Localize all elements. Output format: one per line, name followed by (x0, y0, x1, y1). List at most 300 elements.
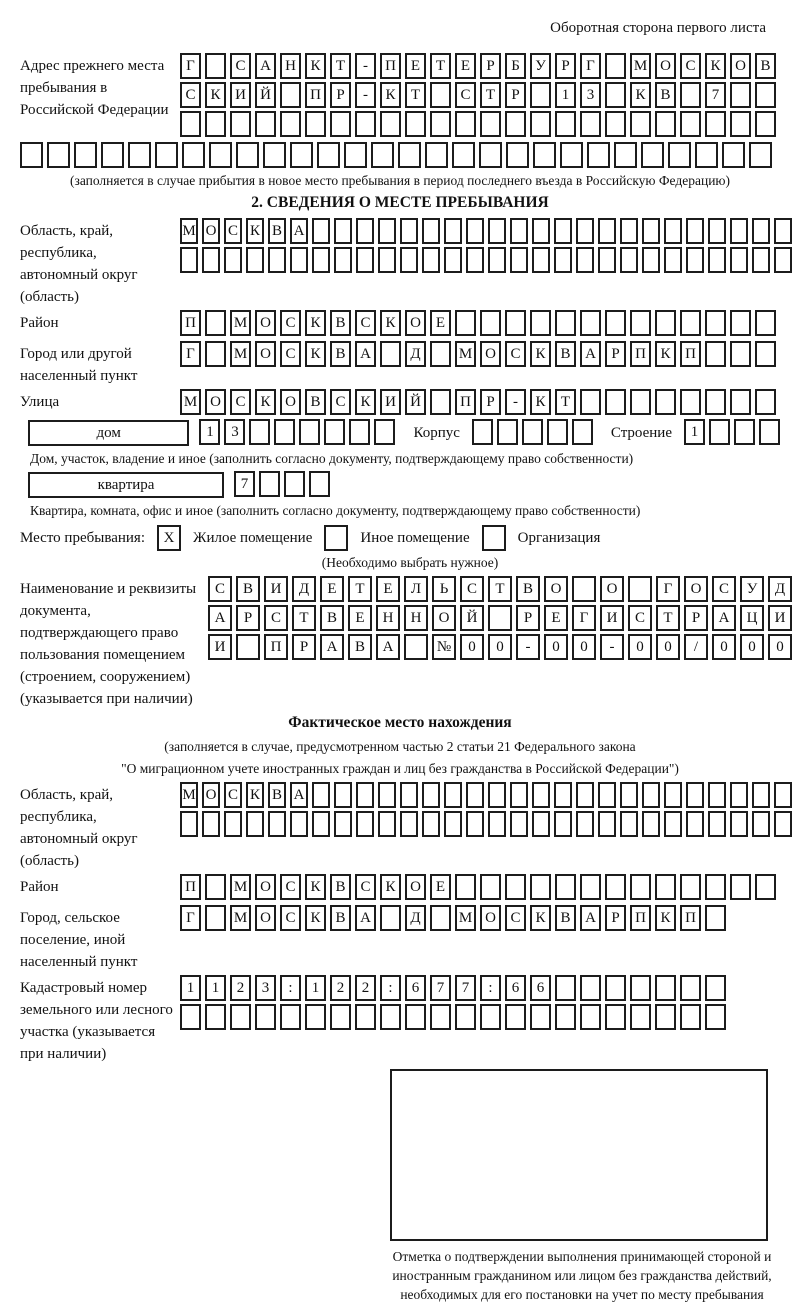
form-cell[interactable]: О (544, 576, 568, 602)
document-row-2[interactable] (208, 605, 792, 631)
form-cell[interactable] (371, 142, 394, 168)
stay-option-residential-checkbox[interactable]: X (157, 525, 181, 551)
form-cell[interactable] (224, 811, 242, 837)
form-cell[interactable] (755, 389, 776, 415)
form-cell[interactable] (695, 142, 718, 168)
form-cell[interactable] (422, 782, 440, 808)
form-cell[interactable]: В (755, 53, 776, 79)
form-cell[interactable] (334, 218, 352, 244)
form-cell[interactable]: У (740, 576, 764, 602)
form-cell[interactable]: 0 (460, 634, 484, 660)
form-cell[interactable]: О (684, 576, 708, 602)
form-cell[interactable]: М (230, 874, 251, 900)
form-cell[interactable]: 0 (656, 634, 680, 660)
form-cell[interactable] (378, 247, 396, 273)
form-cell[interactable]: Р (330, 82, 351, 108)
form-cell[interactable] (249, 419, 270, 445)
form-cell[interactable]: К (530, 905, 551, 931)
form-cell[interactable] (580, 975, 601, 1001)
form-cell[interactable] (576, 782, 594, 808)
form-cell[interactable] (630, 1004, 651, 1030)
form-cell[interactable] (444, 811, 462, 837)
form-cell[interactable]: С (224, 782, 242, 808)
form-cell[interactable]: П (630, 905, 651, 931)
form-cell[interactable] (374, 419, 395, 445)
form-cell[interactable] (680, 310, 701, 336)
form-cell[interactable]: М (230, 310, 251, 336)
form-cell[interactable] (280, 111, 301, 137)
form-cell[interactable] (680, 111, 701, 137)
form-cell[interactable] (752, 247, 770, 273)
form-cell[interactable] (620, 811, 638, 837)
form-cell[interactable]: С (230, 53, 251, 79)
form-cell[interactable]: В (236, 576, 260, 602)
form-cell[interactable] (620, 247, 638, 273)
form-cell[interactable]: Г (180, 905, 201, 931)
form-cell[interactable]: В (516, 576, 540, 602)
form-cell[interactable] (708, 218, 726, 244)
form-cell[interactable]: П (305, 82, 326, 108)
form-cell[interactable]: О (405, 874, 426, 900)
form-cell[interactable] (680, 975, 701, 1001)
form-cell[interactable] (430, 82, 451, 108)
form-cell[interactable]: Р (292, 634, 316, 660)
form-cell[interactable]: 7 (705, 82, 726, 108)
form-cell[interactable] (598, 811, 616, 837)
form-cell[interactable]: И (600, 605, 624, 631)
form-cell[interactable] (530, 874, 551, 900)
form-cell[interactable] (224, 247, 242, 273)
form-cell[interactable]: С (355, 310, 376, 336)
form-cell[interactable]: А (290, 218, 308, 244)
form-cell[interactable] (488, 218, 506, 244)
form-cell[interactable] (580, 389, 601, 415)
form-cell[interactable] (317, 142, 340, 168)
form-cell[interactable]: О (280, 389, 301, 415)
form-cell[interactable]: Т (656, 605, 680, 631)
form-cell[interactable] (205, 53, 226, 79)
form-cell[interactable]: : (380, 975, 401, 1001)
form-cell[interactable] (236, 142, 259, 168)
form-cell[interactable]: А (376, 634, 400, 660)
form-cell[interactable]: 1 (684, 419, 705, 445)
form-cell[interactable]: Е (376, 576, 400, 602)
form-cell[interactable] (205, 1004, 226, 1030)
form-cell[interactable]: П (630, 341, 651, 367)
form-cell[interactable] (510, 218, 528, 244)
form-cell[interactable]: 0 (572, 634, 596, 660)
form-cell[interactable] (263, 142, 286, 168)
form-cell[interactable] (655, 1004, 676, 1030)
form-cell[interactable]: К (530, 341, 551, 367)
document-row-3[interactable] (208, 634, 792, 660)
form-cell[interactable]: 1 (180, 975, 201, 1001)
form-cell[interactable] (630, 874, 651, 900)
form-cell[interactable] (422, 247, 440, 273)
form-cell[interactable] (312, 247, 330, 273)
form-cell[interactable] (605, 389, 626, 415)
form-cell[interactable] (655, 975, 676, 1001)
form-cell[interactable] (705, 310, 726, 336)
form-cell[interactable]: Т (292, 605, 316, 631)
form-cell[interactable]: 3 (224, 419, 245, 445)
form-cell[interactable] (605, 310, 626, 336)
form-cell[interactable]: : (280, 975, 301, 1001)
form-cell[interactable] (532, 782, 550, 808)
form-cell[interactable]: 0 (544, 634, 568, 660)
form-cell[interactable]: К (705, 53, 726, 79)
form-cell[interactable]: Т (405, 82, 426, 108)
form-cell[interactable] (605, 111, 626, 137)
form-cell[interactable] (730, 218, 748, 244)
form-cell[interactable]: Е (430, 874, 451, 900)
form-cell[interactable] (334, 247, 352, 273)
form-cell[interactable]: С (208, 576, 232, 602)
form-cell[interactable]: О (255, 310, 276, 336)
form-cell[interactable] (755, 82, 776, 108)
form-cell[interactable] (355, 111, 376, 137)
form-cell[interactable] (576, 218, 594, 244)
form-cell[interactable] (664, 218, 682, 244)
form-cell[interactable]: С (680, 53, 701, 79)
form-cell[interactable] (506, 142, 529, 168)
form-cell[interactable] (205, 310, 226, 336)
form-cell[interactable]: Е (544, 605, 568, 631)
form-cell[interactable]: 0 (488, 634, 512, 660)
form-cell[interactable] (730, 111, 751, 137)
form-cell[interactable] (466, 218, 484, 244)
form-cell[interactable] (488, 782, 506, 808)
form-cell[interactable]: К (305, 341, 326, 367)
form-cell[interactable] (444, 247, 462, 273)
form-cell[interactable]: К (380, 874, 401, 900)
form-cell[interactable]: А (580, 341, 601, 367)
form-cell[interactable] (680, 1004, 701, 1030)
form-cell[interactable] (430, 111, 451, 137)
form-cell[interactable] (532, 811, 550, 837)
form-cell[interactable]: У (530, 53, 551, 79)
form-cell[interactable] (380, 1004, 401, 1030)
form-cell[interactable]: О (255, 874, 276, 900)
form-cell[interactable]: В (348, 634, 372, 660)
form-cell[interactable] (455, 1004, 476, 1030)
form-cell[interactable]: С (280, 341, 301, 367)
form-cell[interactable]: В (330, 310, 351, 336)
form-cell[interactable] (730, 82, 751, 108)
form-cell[interactable]: О (205, 389, 226, 415)
form-cell[interactable] (274, 419, 295, 445)
form-cell[interactable]: С (455, 82, 476, 108)
form-cell[interactable]: А (580, 905, 601, 931)
form-cell[interactable]: В (268, 782, 286, 808)
form-cell[interactable]: О (405, 310, 426, 336)
street-row[interactable] (180, 389, 780, 415)
form-cell[interactable] (755, 874, 776, 900)
form-cell[interactable] (532, 247, 550, 273)
form-cell[interactable]: С (505, 905, 526, 931)
form-cell[interactable]: А (355, 341, 376, 367)
form-cell[interactable]: : (480, 975, 501, 1001)
form-cell[interactable]: Т (555, 389, 576, 415)
form-cell[interactable] (47, 142, 70, 168)
form-cell[interactable]: И (264, 576, 288, 602)
form-cell[interactable] (730, 247, 748, 273)
form-cell[interactable] (444, 218, 462, 244)
apartment-cells[interactable] (234, 471, 330, 497)
form-cell[interactable] (705, 1004, 726, 1030)
form-cell[interactable]: О (202, 782, 220, 808)
form-cell[interactable]: 1 (199, 419, 220, 445)
form-cell[interactable] (730, 782, 748, 808)
form-cell[interactable] (284, 471, 305, 497)
form-cell[interactable] (664, 782, 682, 808)
form-cell[interactable]: Г (580, 53, 601, 79)
form-cell[interactable] (472, 419, 493, 445)
form-cell[interactable] (605, 975, 626, 1001)
form-cell[interactable]: Т (348, 576, 372, 602)
form-cell[interactable] (705, 341, 726, 367)
form-cell[interactable] (356, 811, 374, 837)
form-cell[interactable]: - (355, 53, 376, 79)
form-cell[interactable] (680, 389, 701, 415)
form-cell[interactable] (576, 247, 594, 273)
form-cell[interactable]: С (280, 905, 301, 931)
form-cell[interactable]: Т (488, 576, 512, 602)
form-cell[interactable]: Г (656, 576, 680, 602)
form-cell[interactable] (246, 811, 264, 837)
form-cell[interactable]: 7 (234, 471, 255, 497)
form-cell[interactable] (330, 1004, 351, 1030)
form-cell[interactable]: К (630, 82, 651, 108)
form-cell[interactable]: 7 (455, 975, 476, 1001)
form-cell[interactable] (255, 111, 276, 137)
form-cell[interactable]: 6 (505, 975, 526, 1001)
form-cell[interactable]: А (712, 605, 736, 631)
form-cell[interactable]: Й (255, 82, 276, 108)
form-cell[interactable]: С (712, 576, 736, 602)
form-cell[interactable] (774, 782, 792, 808)
form-cell[interactable]: 1 (205, 975, 226, 1001)
form-cell[interactable]: Й (460, 605, 484, 631)
form-cell[interactable] (182, 142, 205, 168)
form-cell[interactable]: 3 (580, 82, 601, 108)
form-cell[interactable] (572, 576, 596, 602)
form-cell[interactable] (774, 811, 792, 837)
form-cell[interactable]: А (320, 634, 344, 660)
form-cell[interactable] (425, 142, 448, 168)
form-cell[interactable] (555, 874, 576, 900)
form-cell[interactable] (268, 247, 286, 273)
form-cell[interactable] (555, 975, 576, 1001)
form-cell[interactable]: К (255, 389, 276, 415)
form-cell[interactable] (344, 142, 367, 168)
form-cell[interactable] (255, 1004, 276, 1030)
form-cell[interactable] (488, 247, 506, 273)
form-cell[interactable]: С (355, 874, 376, 900)
form-cell[interactable] (290, 142, 313, 168)
form-cell[interactable] (530, 111, 551, 137)
form-cell[interactable] (686, 218, 704, 244)
form-cell[interactable] (752, 782, 770, 808)
form-cell[interactable] (554, 218, 572, 244)
form-cell[interactable] (510, 782, 528, 808)
form-cell[interactable]: С (224, 218, 242, 244)
form-cell[interactable]: А (208, 605, 232, 631)
form-cell[interactable]: М (455, 905, 476, 931)
form-cell[interactable]: Д (405, 341, 426, 367)
form-cell[interactable] (708, 247, 726, 273)
form-cell[interactable]: И (208, 634, 232, 660)
form-cell[interactable]: 0 (712, 634, 736, 660)
form-cell[interactable]: О (480, 905, 501, 931)
form-cell[interactable] (664, 811, 682, 837)
form-cell[interactable] (236, 634, 260, 660)
form-cell[interactable] (422, 218, 440, 244)
form-cell[interactable]: О (600, 576, 624, 602)
form-cell[interactable]: С (628, 605, 652, 631)
form-cell[interactable]: М (180, 218, 198, 244)
form-cell[interactable] (630, 111, 651, 137)
house-number-cells[interactable] (199, 419, 395, 445)
form-cell[interactable]: 2 (230, 975, 251, 1001)
form-cell[interactable] (642, 811, 660, 837)
form-cell[interactable] (705, 111, 726, 137)
form-cell[interactable] (405, 1004, 426, 1030)
form-cell[interactable] (547, 419, 568, 445)
form-cell[interactable] (430, 389, 451, 415)
form-cell[interactable]: Р (480, 53, 501, 79)
form-cell[interactable] (466, 782, 484, 808)
form-cell[interactable]: К (305, 53, 326, 79)
form-cell[interactable] (708, 811, 726, 837)
form-cell[interactable] (334, 811, 352, 837)
form-cell[interactable] (430, 1004, 451, 1030)
form-cell[interactable]: Д (292, 576, 316, 602)
form-cell[interactable] (730, 389, 751, 415)
form-cell[interactable] (620, 782, 638, 808)
form-cell[interactable] (280, 1004, 301, 1030)
form-cell[interactable] (532, 218, 550, 244)
form-cell[interactable] (749, 142, 772, 168)
form-cell[interactable] (554, 247, 572, 273)
form-cell[interactable]: К (655, 905, 676, 931)
form-cell[interactable] (378, 811, 396, 837)
form-cell[interactable] (530, 82, 551, 108)
form-cell[interactable] (705, 389, 726, 415)
form-cell[interactable] (655, 111, 676, 137)
city-row[interactable] (180, 341, 780, 367)
form-cell[interactable] (705, 975, 726, 1001)
form-cell[interactable] (290, 247, 308, 273)
form-cell[interactable]: - (505, 389, 526, 415)
form-cell[interactable] (466, 247, 484, 273)
form-cell[interactable] (356, 782, 374, 808)
form-cell[interactable]: К (205, 82, 226, 108)
form-cell[interactable] (202, 811, 220, 837)
form-cell[interactable] (205, 905, 226, 931)
form-cell[interactable]: Н (280, 53, 301, 79)
form-cell[interactable] (628, 576, 652, 602)
actual-region-row-1[interactable] (180, 782, 792, 808)
form-cell[interactable] (349, 419, 370, 445)
form-cell[interactable] (555, 111, 576, 137)
form-cell[interactable] (205, 111, 226, 137)
form-cell[interactable]: Е (348, 605, 372, 631)
form-cell[interactable]: К (305, 905, 326, 931)
form-cell[interactable]: М (180, 782, 198, 808)
form-cell[interactable]: В (655, 82, 676, 108)
form-cell[interactable] (709, 419, 730, 445)
form-cell[interactable] (630, 310, 651, 336)
form-cell[interactable]: М (630, 53, 651, 79)
prev-address-row-3[interactable] (180, 111, 780, 137)
form-cell[interactable]: Е (320, 576, 344, 602)
form-cell[interactable] (630, 389, 651, 415)
form-cell[interactable]: Ц (740, 605, 764, 631)
form-cell[interactable] (209, 142, 232, 168)
form-cell[interactable] (560, 142, 583, 168)
form-cell[interactable]: К (655, 341, 676, 367)
form-cell[interactable] (155, 142, 178, 168)
form-cell[interactable] (299, 419, 320, 445)
form-cell[interactable]: Р (480, 389, 501, 415)
form-cell[interactable] (380, 111, 401, 137)
prev-address-overflow-row[interactable] (20, 142, 780, 168)
prev-address-row-2[interactable] (180, 82, 780, 108)
form-cell[interactable] (572, 419, 593, 445)
form-cell[interactable] (722, 142, 745, 168)
form-cell[interactable]: И (380, 389, 401, 415)
stroenie-cells[interactable] (684, 419, 780, 445)
form-cell[interactable] (598, 218, 616, 244)
form-cell[interactable] (686, 782, 704, 808)
form-cell[interactable] (202, 247, 220, 273)
form-cell[interactable] (280, 82, 301, 108)
actual-district-row[interactable] (180, 874, 780, 900)
form-cell[interactable] (378, 782, 396, 808)
form-cell[interactable]: К (305, 310, 326, 336)
form-cell[interactable]: П (380, 53, 401, 79)
form-cell[interactable] (180, 1004, 201, 1030)
form-cell[interactable] (642, 247, 660, 273)
form-cell[interactable] (180, 111, 201, 137)
form-cell[interactable] (305, 111, 326, 137)
form-cell[interactable]: О (255, 341, 276, 367)
form-cell[interactable]: В (320, 605, 344, 631)
form-cell[interactable]: Л (404, 576, 428, 602)
form-cell[interactable] (605, 1004, 626, 1030)
form-cell[interactable] (400, 218, 418, 244)
form-cell[interactable] (680, 874, 701, 900)
form-cell[interactable] (522, 419, 543, 445)
form-cell[interactable] (455, 874, 476, 900)
form-cell[interactable]: Н (376, 605, 400, 631)
form-cell[interactable] (655, 874, 676, 900)
form-cell[interactable] (555, 310, 576, 336)
form-cell[interactable]: В (268, 218, 286, 244)
form-cell[interactable]: Т (330, 53, 351, 79)
form-cell[interactable]: Й (405, 389, 426, 415)
form-cell[interactable]: С (280, 310, 301, 336)
form-cell[interactable] (530, 1004, 551, 1030)
form-cell[interactable]: О (655, 53, 676, 79)
form-cell[interactable]: П (264, 634, 288, 660)
form-cell[interactable] (400, 782, 418, 808)
form-cell[interactable] (480, 111, 501, 137)
form-cell[interactable] (730, 310, 751, 336)
form-cell[interactable]: Д (405, 905, 426, 931)
form-cell[interactable]: Р (505, 82, 526, 108)
